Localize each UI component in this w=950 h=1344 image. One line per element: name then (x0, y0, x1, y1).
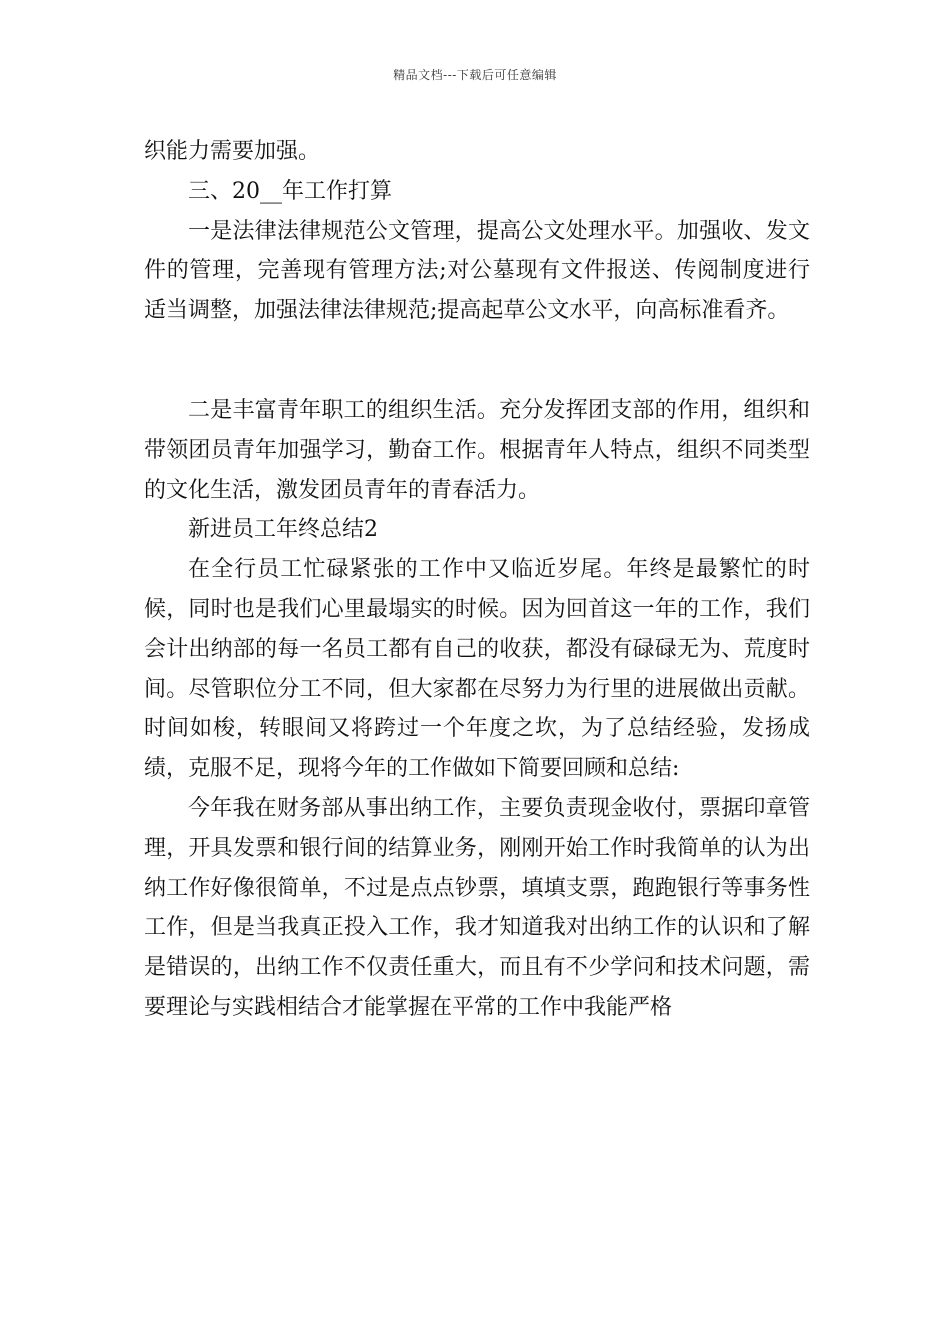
document-body (144, 132, 810, 1028)
paragraph-gap (144, 331, 810, 391)
paragraph-work: 今年我在财务部从事出纳工作，主要负责现金收付，票据印章管理，开具发票和银行间的结算业务，刚刚开始工作时我简单的认为出纳工作好像很简单，不过是点点钞票，填填支票，跑跑银行等事务性工作，但是当我真正投入工作，我才知道我对出纳工作的认识和了解是错误的，出纳工作不仅责任重大，而且有不少学问和技术问题，需要理论与实践相结合才能掌握在平常的工作中我能严格 (144, 795, 810, 1020)
paragraph-continuation: 织能力需要加强。 (144, 139, 321, 164)
paragraph-plan-2: 二是丰富青年职工的组织生活。充分发挥团支部的作用，组织和带领团员青年加强学习，勤奋工作。根据青年人特点，组织不同类型的文化生活，激发团员青年的青春活力。 (144, 397, 810, 503)
document-subtitle: 新进员工年终总结2 (188, 517, 378, 543)
paragraph-plan-1: 一是法律法律规范公文管理，提高公文处理水平。加强收、发文件的管理，完善现有管理方法;对公墓现有文件报送、传阅制度进行适当调整，加强法律法律规范;提高起草公文水平，向高标准看齐。 (144, 218, 810, 324)
section-heading: 三、20__年工作打算 (188, 178, 392, 204)
page-header: 精品文档---下载后可任意编辑 (393, 68, 557, 82)
paragraph-intro: 在全行员工忙碌紧张的工作中又临近岁尾。年终是最繁忙的时候，同时也是我们心里最塌实的时候。因为回首这一年的工作，我们会计出纳部的每一名员工都有自己的收获，都没有碌碌无为、荒度时间。尽管职位分工不同，但大家都在尽努力为行里的进展做出贡献。时间如梭，转眼间又将跨过一个年度之坎，为了总结经验，发扬成绩，克服不足，现将今年的工作做如下简要回顾和总结: (144, 557, 810, 782)
